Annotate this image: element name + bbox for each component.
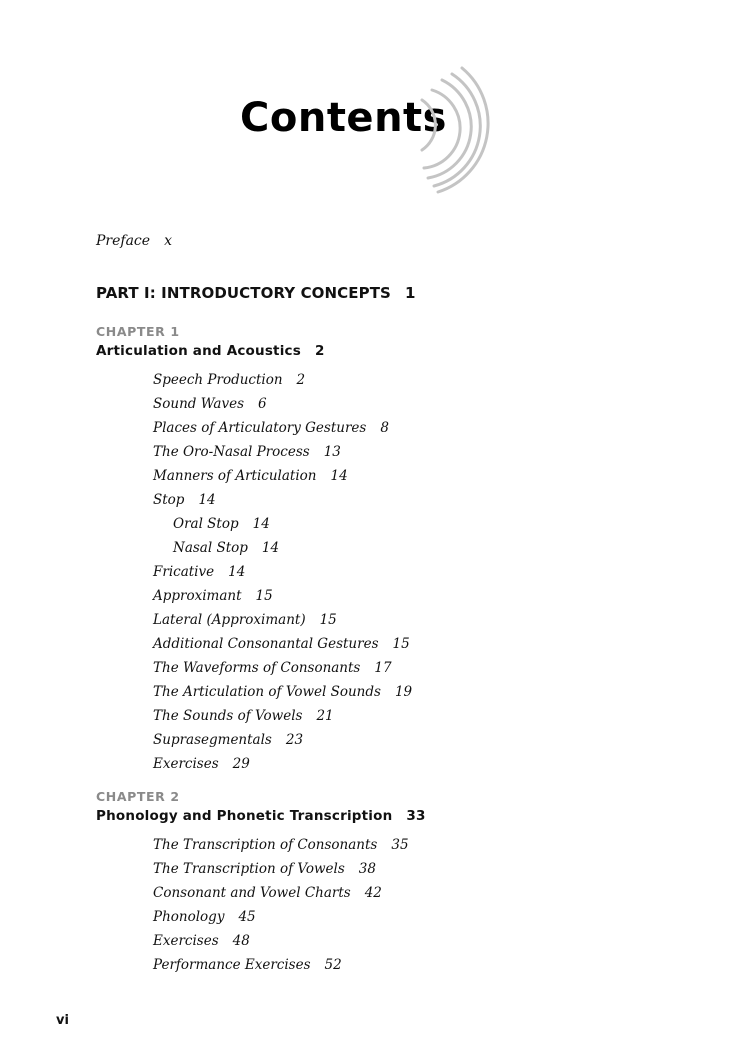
toc-entry-page: 48 xyxy=(232,933,250,949)
toc-entry[interactable] xyxy=(153,953,409,977)
toc-entry-label: Speech Production xyxy=(153,372,283,388)
toc-entry[interactable] xyxy=(153,440,412,464)
toc-entry-page: 15 xyxy=(255,588,273,604)
chapter-page: 33 xyxy=(406,808,426,824)
toc-entry[interactable] xyxy=(153,416,412,440)
toc-entry-page: 45 xyxy=(238,909,256,925)
toc-entry[interactable] xyxy=(153,392,412,416)
toc-entry-label: Consonant and Vowel Charts xyxy=(153,885,351,901)
preface-page: x xyxy=(164,233,172,249)
toc-entry-page: 19 xyxy=(394,684,413,700)
toc-entry-page: 17 xyxy=(374,660,392,676)
toc-entry-label: Additional Consonantal Gestures xyxy=(153,636,379,652)
toc-entry-page: 14 xyxy=(198,492,216,508)
toc-entry-label: Stop xyxy=(153,492,185,508)
part-label: PART I: INTRODUCTORY CONCEPTS xyxy=(96,284,391,302)
toc-entry[interactable] xyxy=(153,728,412,752)
toc-entry-label: Manners of Articulation xyxy=(153,468,317,484)
chapter-1-label: CHAPTER 1 xyxy=(96,324,180,339)
toc-entry[interactable] xyxy=(153,857,409,881)
toc-entry-page: 52 xyxy=(324,957,342,973)
toc-entry-label: The Waveforms of Consonants xyxy=(153,660,361,676)
toc-entry[interactable] xyxy=(153,929,409,953)
toc-entry-page: 35 xyxy=(391,837,409,853)
toc-subentry[interactable] xyxy=(153,512,412,536)
toc-entry[interactable] xyxy=(153,464,412,488)
toc-entry[interactable] xyxy=(153,881,409,905)
toc-entry-page: 15 xyxy=(319,612,337,628)
toc-entry[interactable] xyxy=(153,488,412,512)
toc-entry-label: Phonology xyxy=(153,909,225,925)
chapter-2-label: CHAPTER 2 xyxy=(96,789,180,804)
toc-entry[interactable] xyxy=(153,752,412,776)
toc-entry[interactable] xyxy=(153,905,409,929)
toc-entry[interactable] xyxy=(153,560,412,584)
part-page: 1 xyxy=(404,284,416,302)
chapter-1-title[interactable] xyxy=(96,342,325,360)
toc-entry-label: The Transcription of Vowels xyxy=(153,861,345,877)
toc-entry-label: Performance Exercises xyxy=(153,957,311,973)
toc-entry-page: 38 xyxy=(358,861,376,877)
toc-entry[interactable] xyxy=(153,704,412,728)
toc-entry-page: 13 xyxy=(323,444,341,460)
page-title: Contents xyxy=(240,95,447,141)
chapter-page: 2 xyxy=(314,343,325,359)
toc-entry-page: 14 xyxy=(330,468,348,484)
toc-entry-page: 2 xyxy=(296,372,306,388)
toc-entry[interactable] xyxy=(153,368,412,392)
toc-entry-page: 14 xyxy=(261,540,280,556)
toc-entry-page: 29 xyxy=(232,756,250,772)
toc-entry-page: 14 xyxy=(228,564,246,580)
toc-entry-page: 6 xyxy=(258,396,267,412)
preface-label: Preface xyxy=(96,233,151,249)
toc-entry[interactable] xyxy=(153,656,412,680)
toc-entry-label: The Transcription of Consonants xyxy=(153,837,378,853)
toc-entry[interactable] xyxy=(153,680,412,704)
chapter-title-text: Articulation and Acoustics xyxy=(96,343,301,359)
toc-entry-label: Lateral (Approximant) xyxy=(153,612,306,628)
page-number: vi xyxy=(56,1013,69,1028)
toc-subentry[interactable] xyxy=(153,536,412,560)
toc-entry-label: The Articulation of Vowel Sounds xyxy=(153,684,381,700)
toc-entry-label: The Oro-Nasal Process xyxy=(153,444,310,460)
wave-arc-2 xyxy=(424,90,460,168)
toc-entry-page: 21 xyxy=(316,708,334,724)
sound-waves-icon xyxy=(400,60,500,200)
toc-entry[interactable] xyxy=(153,632,412,656)
toc-entry-label: Places of Articulatory Gestures xyxy=(153,420,367,436)
toc-entry-label: Nasal Stop xyxy=(173,540,248,556)
toc-entry[interactable] xyxy=(153,584,412,608)
toc-entry-label: Approximant xyxy=(153,588,242,604)
chapter-2-entries xyxy=(153,833,409,977)
wave-arc-1 xyxy=(422,100,435,150)
toc-entry-label: Exercises xyxy=(153,933,219,949)
chapter-title-text: Phonology and Phonetic Transcription xyxy=(96,808,393,824)
toc-entry-label: Sound Waves xyxy=(153,396,244,412)
toc-entry[interactable] xyxy=(153,833,409,857)
toc-entry-page: 14 xyxy=(252,516,270,532)
toc-entry-label: Suprasegmentals xyxy=(153,732,272,748)
toc-entry-label: Oral Stop xyxy=(173,516,239,532)
toc-entry-label: Exercises xyxy=(153,756,219,772)
toc-entry-page: 42 xyxy=(364,885,382,901)
toc-entry-label: Fricative xyxy=(153,564,215,580)
toc-entry[interactable] xyxy=(153,608,412,632)
chapter-2-title[interactable] xyxy=(96,807,426,825)
chapter-1-entries xyxy=(153,368,412,776)
toc-entry-page: 15 xyxy=(392,636,410,652)
toc-preface[interactable] xyxy=(96,231,172,251)
toc-entry-page: 8 xyxy=(380,420,389,436)
toc-entry-page: 23 xyxy=(285,732,304,748)
toc-entry-label: The Sounds of Vowels xyxy=(153,708,303,724)
toc-part-heading[interactable] xyxy=(96,282,416,304)
